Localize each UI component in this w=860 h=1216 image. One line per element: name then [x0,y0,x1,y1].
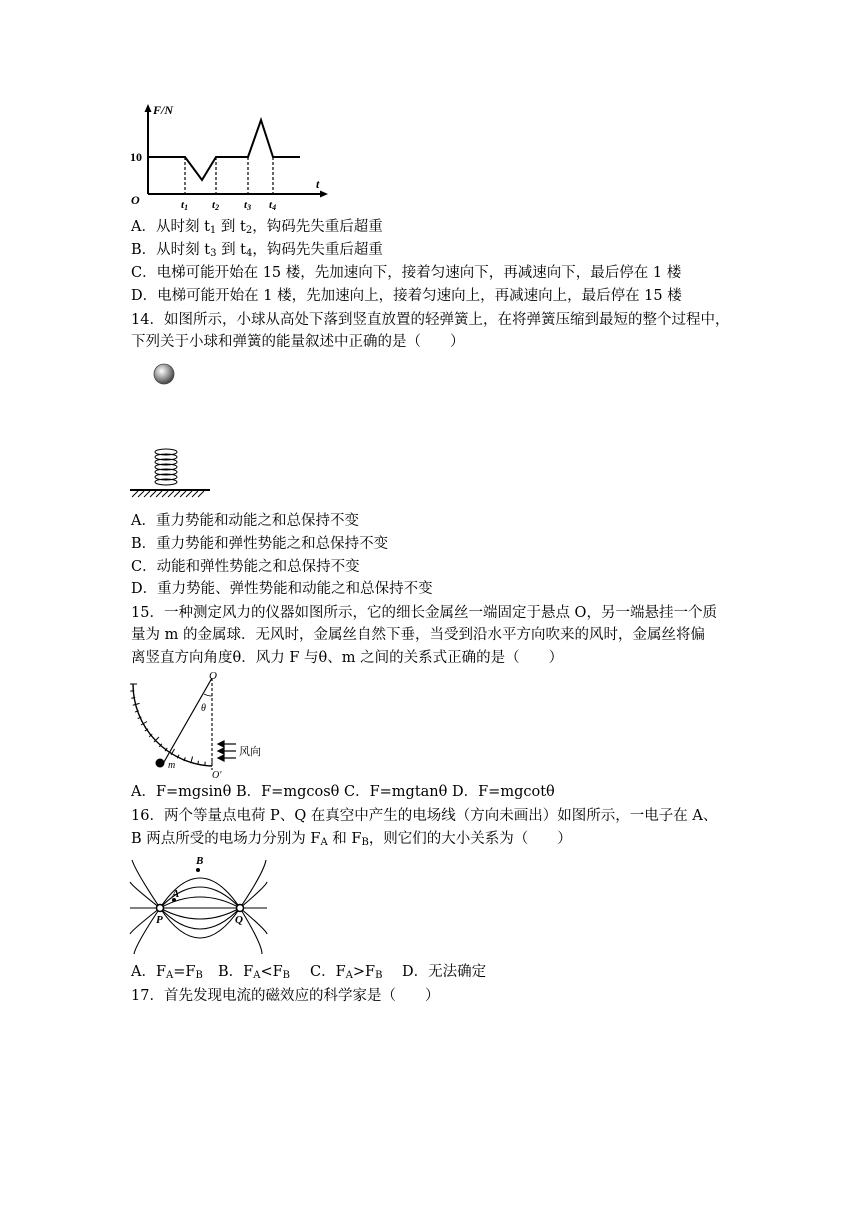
wind-gauge-figure [128,670,278,782]
q16-option-b: B．$F_A<F_B$ [218,964,291,981]
origin-label: O [131,193,140,207]
theta-label: θ [201,703,206,714]
force-time-graph [128,100,338,212]
point-b-label: B [196,855,204,867]
q14-stem-line2: 下列关于小球和弹簧的能量叙述中正确的是（ ） [131,334,465,350]
t3-tick: t3 [244,199,252,212]
charge-p-label: P [156,914,163,926]
t2-tick: t2 [212,199,220,212]
q14-option-c: C．动能和弹性势能之和总保持不变 [131,559,360,575]
x-axis-label: t [316,177,320,191]
ball-spring-figure [128,356,218,506]
q16-option-d: D．无法确定 [402,964,487,980]
q14-stem-line1: 14．如图所示，小球从高处下落到竖直放置的轻弹簧上，在将弹簧压缩到最短的整个过程中， [131,312,730,328]
pivot-label: O [209,670,217,682]
field-lines-figure [128,852,268,956]
q13-option-a: A．从时刻 $t_1$ 到 $t_2$，钩码先失重后超重 [131,219,383,236]
y-axis-label: F/N [153,103,174,117]
q16-stem-line1: 16．两个等量点电荷 P、Q 在真空中产生的电场线（方向未画出）如图所示，一电子在 A、 [131,808,718,824]
scale-tick [198,761,199,765]
wind-direction-label: 风向 [239,746,261,758]
q15-stem-line2: 量为 m 的金属球．无风时，金属丝自然下垂，当受到沿水平方向吹来的风时，金属丝将偏 [131,627,705,643]
scale-tick [131,698,135,699]
q15-options: A．F=mgsinθ B．F=mgcosθ C．F=mgtanθ D．F=mgcotθ [131,784,555,800]
q16-option-c: C．$F_A>F_B$ [310,964,383,981]
y-tick-label: 10 [130,150,142,164]
metal-ball [156,759,165,768]
q13-option-b: B．从时刻 $t_3$ 到 $t_4$，钩码先失重后超重 [131,242,383,259]
q14-option-d: D．重力势能、弹性势能和动能之和总保持不变 [131,581,433,597]
t1-tick: t1 [181,199,189,212]
q15-stem-line3: 离竖直方向角度θ．风力 F 与θ、m 之间的关系式正确的是（ ） [131,650,564,666]
q16-option-a: A．$F_A=F_B$ [131,964,203,981]
charge-q-label: Q [235,914,243,926]
q13-option-c: C．电梯可能开始在 15 楼，先加速向下，接着匀速向下，再减速向下，最后停在 1 楼 [131,265,682,281]
q17-stem-line1: 17．首先发现电流的磁效应的科学家是（ ） [131,988,440,1004]
q15-stem-line1: 15．一种测定风力的仪器如图所示，它的细长金属丝一端固定于悬点 O，另一端悬挂一个质 [131,605,717,621]
q16-stem-line2: B 两点所受的电场力分别为 $F_A$ 和 $F_B$，则它们的大小关系为（ ） [131,831,572,848]
t4-tick: t4 [269,199,277,212]
q14-option-a: A．重力势能和动能之和总保持不变 [131,513,359,529]
q13-option-d: D．电梯可能开始在 1 楼，先加速向上，接着匀速向上，再减速向上，最后停在 15 楼 [131,288,682,304]
point-a-label: A [172,888,180,900]
q14-option-b: B．重力势能和弹性势能之和总保持不变 [131,536,389,552]
mass-label: m [168,760,176,771]
ball [154,364,174,384]
bottom-pivot-label: O' [212,770,222,781]
